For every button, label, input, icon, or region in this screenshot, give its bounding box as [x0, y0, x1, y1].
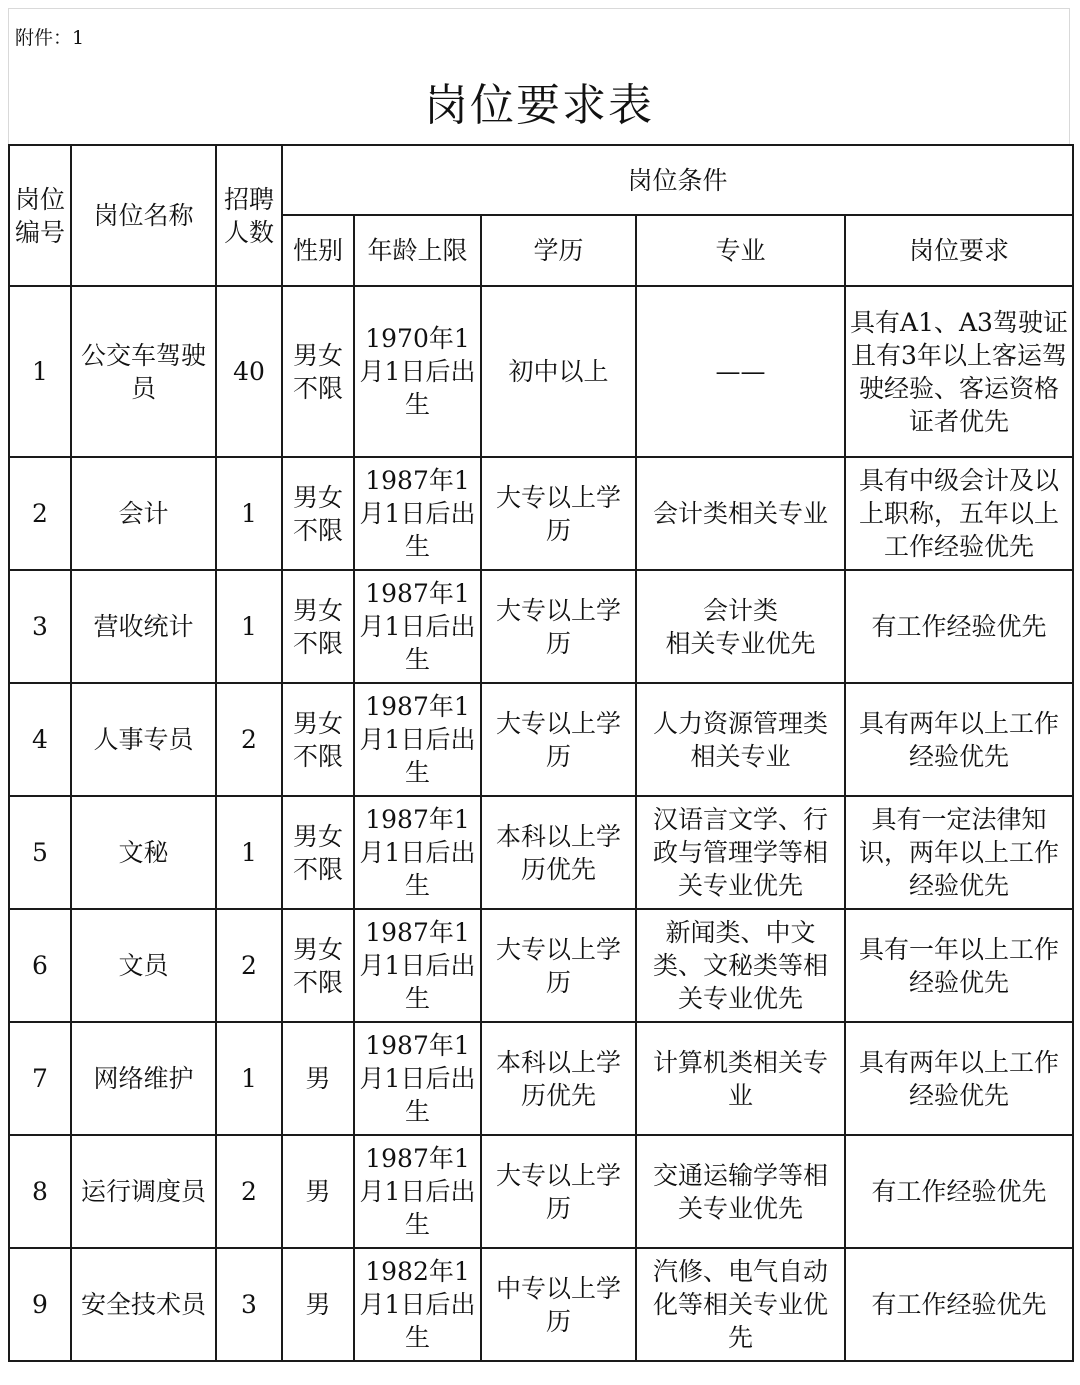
table-row	[9, 1135, 1073, 1248]
cell-name: 文员	[71, 909, 216, 1022]
header-education: 学历	[481, 215, 636, 286]
cell-id: 2	[9, 457, 71, 570]
cell-count: 3	[216, 1248, 282, 1361]
cell-requirement: 具有两年以上工作经验优先	[845, 683, 1073, 796]
cell-count: 1	[216, 796, 282, 909]
cell-count: 2	[216, 909, 282, 1022]
cell-requirement: 有工作经验优先	[845, 1135, 1073, 1248]
cell-education: 大专以上学历	[481, 1135, 636, 1248]
cell-age: 1987年1月1日后出生	[354, 570, 481, 683]
cell-count: 2	[216, 1135, 282, 1248]
cell-id: 7	[9, 1022, 71, 1135]
header-id: 岗位 编号	[9, 145, 71, 286]
table-row	[9, 796, 1073, 909]
cell-name: 文秘	[71, 796, 216, 909]
cell-age: 1987年1月1日后出生	[354, 909, 481, 1022]
cell-age: 1987年1月1日后出生	[354, 1135, 481, 1248]
cell-major: 会计类相关专业	[636, 457, 845, 570]
cell-age: 1987年1月1日后出生	[354, 457, 481, 570]
cell-count: 1	[216, 457, 282, 570]
cell-count: 1	[216, 1022, 282, 1135]
cell-requirement: 有工作经验优先	[845, 1248, 1073, 1361]
attachment-label: 附件：1	[15, 27, 85, 49]
cell-age: 1982年1月1日后出生	[354, 1248, 481, 1361]
table-row	[9, 909, 1073, 1022]
table-row	[9, 570, 1073, 683]
cell-requirement: 具有A1、A3驾驶证且有3年以上客运驾驶经验、客运资格证者优先	[845, 286, 1073, 457]
cell-education: 大专以上学历	[481, 909, 636, 1022]
cell-gender: 男女不限	[282, 796, 354, 909]
cell-requirement: 具有一定法律知识，两年以上工作经验优先	[845, 796, 1073, 909]
table-row	[9, 457, 1073, 570]
table-row	[9, 286, 1073, 457]
cell-count: 1	[216, 570, 282, 683]
cell-id: 3	[9, 570, 71, 683]
cell-gender: 男	[282, 1022, 354, 1135]
cell-gender: 男	[282, 1248, 354, 1361]
cell-education: 初中以上	[481, 286, 636, 457]
cell-id: 9	[9, 1248, 71, 1361]
cell-id: 5	[9, 796, 71, 909]
cell-age: 1987年1月1日后出生	[354, 683, 481, 796]
cell-gender: 男女不限	[282, 286, 354, 457]
cell-education: 大专以上学历	[481, 683, 636, 796]
header-gender: 性别	[282, 215, 354, 286]
cell-major: 新闻类、中文类、文秘类等相关专业优先	[636, 909, 845, 1022]
cell-major: 交通运输学等相关专业优先	[636, 1135, 845, 1248]
table-row	[9, 1248, 1073, 1361]
cell-id: 6	[9, 909, 71, 1022]
cell-name: 公交车驾驶员	[71, 286, 216, 457]
cell-requirement: 具有中级会计及以上职称，五年以上工作经验优先	[845, 457, 1073, 570]
cell-name: 营收统计	[71, 570, 216, 683]
cell-age: 1970年1月1日后出生	[354, 286, 481, 457]
header-conditions: 岗位条件	[282, 145, 1073, 215]
table-row	[9, 683, 1073, 796]
cell-gender: 男	[282, 1135, 354, 1248]
cell-name: 安全技术员	[71, 1248, 216, 1361]
header-major: 专业	[636, 215, 845, 286]
cell-education: 本科以上学历优先	[481, 796, 636, 909]
cell-major: 计算机类相关专业	[636, 1022, 845, 1135]
header-age: 年龄上限	[354, 215, 481, 286]
cell-name: 人事专员	[71, 683, 216, 796]
cell-count: 2	[216, 683, 282, 796]
positions-table	[8, 144, 1074, 1362]
cell-age: 1987年1月1日后出生	[354, 796, 481, 909]
cell-major: ——	[636, 286, 845, 457]
cell-gender: 男女不限	[282, 457, 354, 570]
cell-count: 40	[216, 286, 282, 457]
cell-gender: 男女不限	[282, 909, 354, 1022]
title-row	[8, 58, 1070, 144]
cell-gender: 男女不限	[282, 570, 354, 683]
cell-age: 1987年1月1日后出生	[354, 1022, 481, 1135]
cell-gender: 男女不限	[282, 683, 354, 796]
cell-name: 会计	[71, 457, 216, 570]
cell-education: 本科以上学历优先	[481, 1022, 636, 1135]
attachment-row	[8, 8, 1070, 58]
cell-id: 4	[9, 683, 71, 796]
cell-major: 会计类 相关专业优先	[636, 570, 845, 683]
header-count: 招聘 人数	[216, 145, 282, 286]
cell-requirement: 有工作经验优先	[845, 570, 1073, 683]
cell-name: 网络维护	[71, 1022, 216, 1135]
cell-education: 大专以上学历	[481, 570, 636, 683]
cell-major: 汉语言文学、行政与管理学等相关专业优先	[636, 796, 845, 909]
cell-education: 大专以上学历	[481, 457, 636, 570]
header-requirement: 岗位要求	[845, 215, 1073, 286]
cell-major: 人力资源管理类相关专业	[636, 683, 845, 796]
page-title: 岗位要求表	[424, 80, 654, 131]
cell-requirement: 具有一年以上工作经验优先	[845, 909, 1073, 1022]
header-name: 岗位名称	[71, 145, 216, 286]
cell-requirement: 具有两年以上工作经验优先	[845, 1022, 1073, 1135]
cell-name: 运行调度员	[71, 1135, 216, 1248]
cell-id: 1	[9, 286, 71, 457]
document-sheet	[8, 8, 1072, 1380]
cell-id: 8	[9, 1135, 71, 1248]
cell-education: 中专以上学历	[481, 1248, 636, 1361]
table-row	[9, 1022, 1073, 1135]
cell-major: 汽修、电气自动化等相关专业优先	[636, 1248, 845, 1361]
